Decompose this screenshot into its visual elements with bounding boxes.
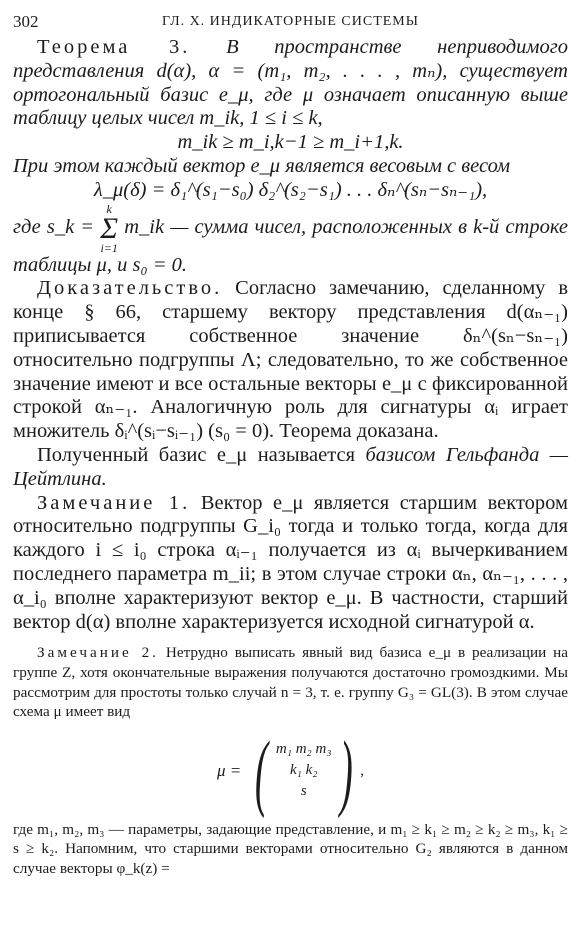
statement-3-rest: — сумма чисел, расположенных в k-й строке таблицы μ, и s₀ = 0. xyxy=(13,215,569,276)
remark-2-text: Нетрудно выписать явный вид базиса e_μ в реализации на группе Z, хотя окончательные выражения получаются достаточно громоздкими. Мы рассмотрим для простоты только случай n = 3, т. е. группу G₃ = GL(3). В этом случае схема μ имеет вид xyxy=(13,644,569,721)
remark-1-paragraph xyxy=(13,492,568,635)
left-paren-icon: ( xyxy=(255,722,269,819)
theorem-paragraph xyxy=(13,36,568,131)
page-header xyxy=(13,6,568,36)
basis-note xyxy=(13,444,568,492)
theorem-statement-1: В пространстве неприводимого представления d(α), α = (m₁, m₂, . . . , mₙ), существует ортогональный базис e_μ, где μ означает описанную выше таблицу целых чисел m_ik, 1 ≤ i ≤ k, xyxy=(13,36,569,130)
remark-2-paragraph xyxy=(13,643,568,721)
sum-var: s_k = xyxy=(46,215,95,238)
page-number: 302 xyxy=(13,12,39,31)
remark-1-text: Вектор e_μ является старшим вектором относительно подгруппы G_i₀ тогда и только тогда, когда для каждого i ≤ i₀ строка αᵢ₋₁ получается из αᵢ вычеркиванием последнего параметра m_ii; в этом случае строки αₙ, αₙ₋₁, . . . , α_i₀ вполне характеризуют вектор e_μ. В частности, старший вектор d(α) вполне характеризуется исходной сигнатурой α. xyxy=(13,491,568,633)
theorem-formula-1: m_ik ≥ m_i,k−1 ≥ m_i+1,k. xyxy=(177,131,404,154)
proof-label: Доказательство. xyxy=(37,277,223,300)
matrix-row-1: m₁ m₂ m₃ xyxy=(275,741,332,758)
matrix-row-2: k₁ k₂ xyxy=(289,762,318,779)
theorem-statement-3 xyxy=(13,203,568,278)
proof-text: Согласно замечанию, сделанному в конце § 66, старшему вектору представления d(αₙ₋₁) приписывается собственное значение δₙ^(sₙ−sₙ₋₁) относительно подгруппы Λ; следовательно, то же собственное значение имеют и все остальные векторы e_μ с фиксированной строкой αₙ₋₁. Аналогичную роль для сигнатуры αᵢ играет множитель δᵢ^(sᵢ−sᵢ₋₁) (s₀ = 0). Теорема доказана. xyxy=(13,277,569,443)
theorem-statement-2: При этом каждый вектор e_μ является весовым с весом xyxy=(13,154,511,177)
matrix-rows xyxy=(276,739,332,802)
matrix-row-3: s xyxy=(300,783,307,800)
basis-note-lead: Полученный базис e_μ называется xyxy=(37,443,355,466)
remark-2-after: где m₁, m₂, m₃ — параметры, задающие представление, и m₁ ≥ k₁ ≥ m₂ ≥ k₂ ≥ m₃, k₁ ≥ s ≥ k₂. Напомним, что старшими векторами относительно G₂ являются в данном случае векторы φ_k(z) = xyxy=(13,820,568,877)
remark-2-label: Замечание 2. xyxy=(37,644,159,662)
matrix-end: , xyxy=(360,761,364,779)
matrix-label: μ = xyxy=(217,760,242,780)
sum-symbol xyxy=(100,203,118,254)
proof-paragraph xyxy=(13,277,568,444)
sum-term: m_ik xyxy=(124,215,165,238)
right-paren-icon: ) xyxy=(339,722,353,819)
theorem-label: Теорема 3. xyxy=(37,36,191,58)
remark-1-label: Замечание 1. xyxy=(37,491,191,514)
sum-lower: i=1 xyxy=(100,240,118,255)
sum-upper: k xyxy=(106,201,112,216)
main-text xyxy=(13,36,568,634)
mu-matrix xyxy=(13,722,568,819)
running-title: ГЛ. X. ИНДИКАТОРНЫЕ СИСТЕМЫ xyxy=(162,14,419,29)
theorem-formula-2: λ_μ(δ) = δ₁^(s₁−s₀) δ₂^(s₂−s₁) . . . δₙ^(sₙ−sₙ₋₁), xyxy=(93,178,488,201)
statement-3-lead: где xyxy=(13,215,41,238)
sigma-icon: Σ xyxy=(100,211,119,245)
basis-note-name: базисом Гельфанда — Цейтлина. xyxy=(13,443,568,490)
small-text xyxy=(13,643,568,878)
